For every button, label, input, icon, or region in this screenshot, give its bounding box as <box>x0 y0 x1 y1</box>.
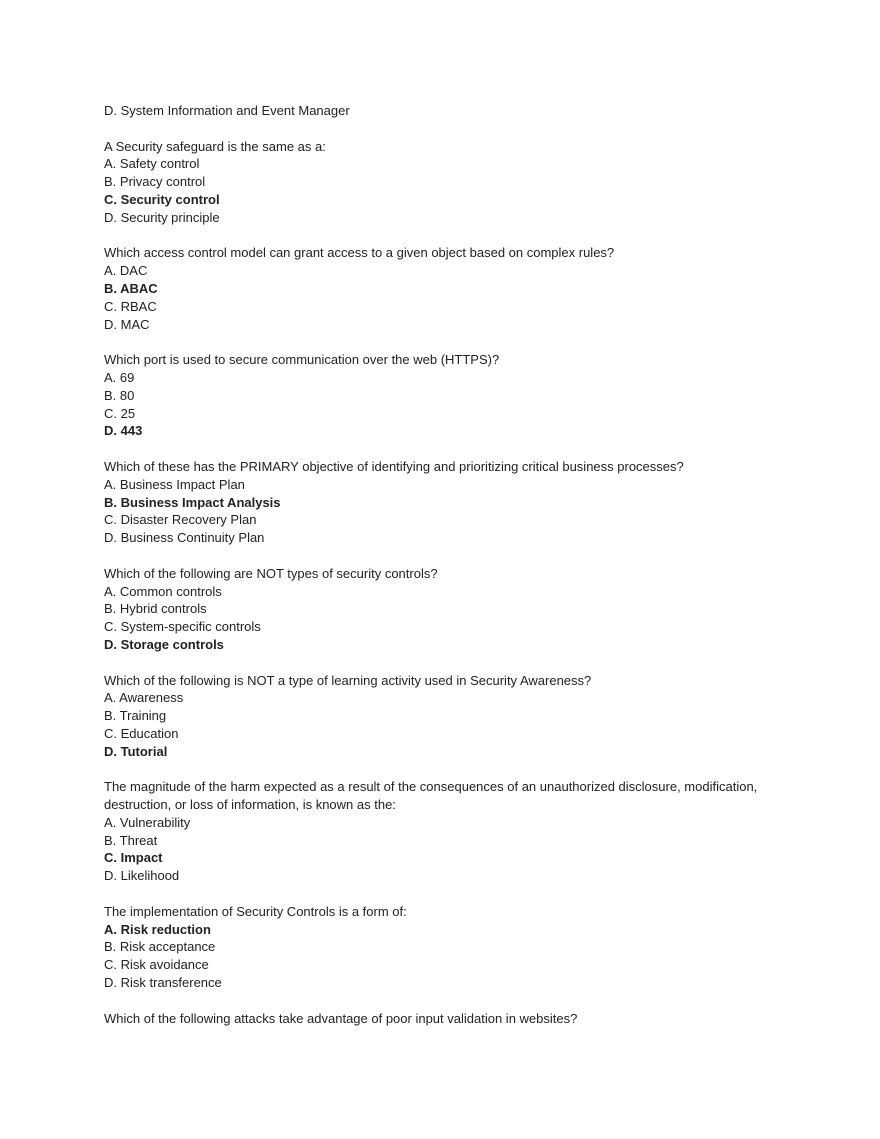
question-text: Which of the following are NOT types of security controls? <box>104 565 438 581</box>
leading-answer-line: D. System Information and Event Manager <box>104 103 350 118</box>
answer-option: A. Safety control <box>104 156 200 172</box>
answer-option: C. 25 <box>104 405 136 421</box>
question-text: Which of these has the PRIMARY objective of identifying and prioritizing critical business processes? <box>104 458 684 474</box>
spacer <box>104 333 804 351</box>
answer-option: B. Hybrid controls <box>104 601 207 617</box>
question-block <box>104 351 804 458</box>
answer-option: A. Vulnerability <box>104 814 191 830</box>
correct-answer-option: B. Business Impact Analysis <box>104 494 281 510</box>
answer-option: A. Business Impact Plan <box>104 476 245 492</box>
question-block <box>104 458 804 565</box>
answer-option: B. Threat <box>104 832 158 848</box>
question-text: A Security safeguard is the same as a: <box>104 138 326 154</box>
spacer <box>104 120 804 138</box>
answer-option: C. Disaster Recovery Plan <box>104 512 257 528</box>
question-list <box>104 138 804 1010</box>
answer-option: B. Training <box>104 708 167 724</box>
spacer <box>104 547 804 565</box>
answer-option: A. DAC <box>104 263 148 279</box>
answer-option: B. 80 <box>104 387 135 403</box>
correct-answer-option: C. Impact <box>104 850 163 866</box>
answer-option: D. MAC <box>104 316 150 332</box>
question-block <box>104 672 804 779</box>
trailing-question: Which of the following attacks take advantage of poor input validation in websites? <box>104 1010 578 1026</box>
answer-option: A. Awareness <box>104 690 184 706</box>
answer-option: C. Risk avoidance <box>104 957 209 973</box>
answer-option: D. Risk transference <box>104 975 222 991</box>
correct-answer-option: D. Tutorial <box>104 743 168 759</box>
correct-answer-option: D. Storage controls <box>104 636 224 652</box>
correct-answer-option: D. 443 <box>104 423 143 439</box>
answer-option: A. 69 <box>104 369 135 385</box>
question-text: Which access control model can grant access to a given object based on complex rules? <box>104 245 615 261</box>
question-block <box>104 138 804 245</box>
question-block <box>104 565 804 672</box>
question-block <box>104 244 804 351</box>
answer-option: D. Business Continuity Plan <box>104 530 265 546</box>
correct-answer-option: C. Security control <box>104 191 220 207</box>
question-text: Which of the following is NOT a type of learning activity used in Security Awareness? <box>104 672 592 688</box>
question-block <box>104 778 804 903</box>
question-text: The implementation of Security Controls is a form of: <box>104 903 407 919</box>
answer-option: B. Risk acceptance <box>104 939 216 955</box>
answer-option: C. Education <box>104 725 179 741</box>
spacer <box>104 227 804 245</box>
spacer <box>104 992 804 1010</box>
correct-answer-option: A. Risk reduction <box>104 921 211 937</box>
spacer <box>104 440 804 458</box>
document-page <box>104 102 804 1027</box>
answer-option: D. Security principle <box>104 209 220 225</box>
spacer <box>104 760 804 778</box>
answer-option: C. System-specific controls <box>104 619 261 635</box>
question-text: The magnitude of the harm expected as a result of the consequences of an unauthorized disclosure, modification, destruction, or loss of information, is known as the: <box>104 779 758 813</box>
question-text: Which port is used to secure communication over the web (HTTPS)? <box>104 352 500 368</box>
answer-option: B. Privacy control <box>104 174 206 190</box>
answer-option: D. Likelihood <box>104 868 180 884</box>
spacer <box>104 654 804 672</box>
spacer <box>104 885 804 903</box>
question-block <box>104 903 804 1010</box>
correct-answer-option: B. ABAC <box>104 280 158 296</box>
answer-option: C. RBAC <box>104 298 157 314</box>
answer-option: A. Common controls <box>104 583 222 599</box>
